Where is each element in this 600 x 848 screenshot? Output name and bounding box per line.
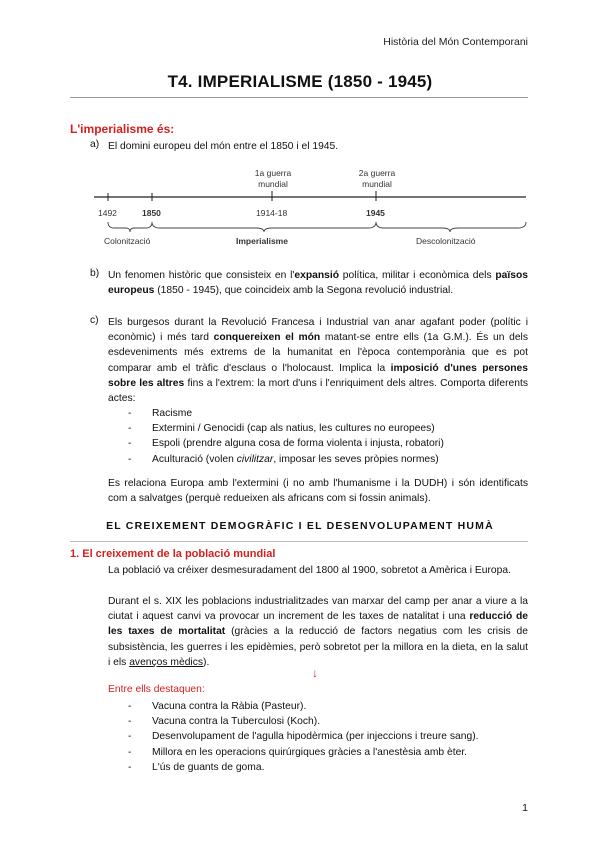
- page-number: 1: [522, 802, 528, 814]
- emphasis-paisos-europeus: països europeus: [108, 270, 528, 297]
- item-a-text: El domini europeu del món entre el 1850 i el 1945.: [108, 141, 339, 152]
- brace-descolonitzacio: [376, 222, 526, 232]
- label-imperialisme: Imperialisme: [236, 236, 288, 246]
- item-a-letter: a): [90, 139, 100, 150]
- list-item: - Vacuna contra la Ràbia (Pasteur).: [128, 699, 528, 714]
- list-item: - Racisme: [128, 406, 528, 421]
- course-header: Història del Món Contemporani: [383, 36, 528, 48]
- section-subtitle: EL CREIXEMENT DEMOGRÀFIC I EL DESENVOLUPAMENT HUMÀ: [106, 520, 494, 532]
- year-1492: 1492: [98, 208, 117, 218]
- highlight-label: Entre ells destaquen:: [108, 684, 205, 695]
- year-1850: 1850: [142, 208, 161, 218]
- brace-colonitzacio: [108, 222, 152, 232]
- list-item: - Desenvolupament de l'agulla hipodèrmica (per injeccions i treure sang).: [128, 729, 528, 744]
- acts-list: [128, 406, 528, 467]
- brace-imperialisme: [152, 222, 376, 232]
- advances-list: [128, 699, 528, 775]
- list-item: - Vacuna contra la Tuberculosi (Koch).: [128, 714, 528, 729]
- population-paragraph-1: La població va créixer desmesuradament del 1800 al 1900, sobretot a Amèrica i Europa.: [108, 565, 511, 576]
- item-c-text: Els burgesos durant la Revolució Francesa i Industrial van anar agafant poder (polític i econòmic) i més tard conquereixen el món matant-se entre ells (1a G.M.). És un dels esdeveniments més extrems de la humanitat en l'època contemporània que es pot comparar amb el tràfic d'esclaus o l'holocaust. Implica la imposició d'unes persones sobre les altres fins a l'extrem: la mort d'uns i l'enriquiment dels altres. Comporta diferents actes:: [108, 317, 528, 405]
- event-ww1: 1a guerra mundial: [254, 168, 292, 189]
- emphasis-avencos: avenços mèdics: [129, 656, 204, 668]
- emphasis-imposicio: imposició d'unes persones sobre les altres: [108, 362, 528, 389]
- label-colonitzacio: Colonització: [104, 236, 151, 246]
- emphasis-conquereixen: conquereixen el món: [213, 332, 321, 344]
- population-paragraph-2: Durant el s. XIX les poblacions industrialitzades van marxar del camp per anar a viure a la ciutat i aquest canvi va provocar un increment de les taxes de natalitat i una reducció de les taxes de mortalitat (gràcies a la reducció de factors negatius com les crisis de subsistència, les guerres i les epidèmies, però sobretot per la millora en la dieta, en la salut i els avenços mèdics).: [108, 596, 529, 668]
- page-title: T4. IMPERIALISME (1850 - 1945): [167, 72, 433, 91]
- emphasis-expansio: expansió: [294, 270, 340, 281]
- year-1914-18: 1914-18: [256, 208, 288, 218]
- section-heading-population: 1. El creixement de la població mundial: [70, 548, 276, 560]
- item-c-letter: c): [90, 315, 99, 326]
- closing-paragraph: Es relaciona Europa amb l'extermini (i no amb l'humanisme i la DUDH) i són identificats com a salvatges (perquè redueixen als africans com si fossin animals).: [108, 478, 528, 505]
- label-descolonitzacio: Descolonització: [416, 236, 476, 246]
- section-divider: [70, 541, 528, 542]
- list-item: - Aculturació (volen civilitzar, imposar les seves pròpies normes): [128, 452, 528, 467]
- down-arrow-icon: ↓: [312, 666, 318, 680]
- list-item: - Millora en les operacions quirúrgiques gràcies a l'anestèsia amb èter.: [128, 745, 528, 760]
- timeline: [90, 166, 530, 258]
- item-b-letter: b): [90, 268, 100, 279]
- item-b-text: Un fenomen històric que consisteix en l'expansió política, militar i econòmica dels països europeus (1850 - 1945), que coincideix amb la Segona revolució industrial.: [108, 270, 528, 297]
- list-item: - Extermini / Genocidi (cap als natius, les cultures no europees): [128, 421, 528, 436]
- list-item: - Espoli (prendre alguna cosa de forma violenta i injusta, robatori): [128, 436, 528, 451]
- section-heading-imperialism: L'imperialisme és:: [70, 122, 175, 136]
- title-divider: [70, 97, 528, 98]
- emphasis-mortalitat: reducció de les taxes de mortalitat: [108, 611, 529, 638]
- list-item: - L'ús de guants de goma.: [128, 760, 528, 775]
- year-1945: 1945: [366, 208, 385, 218]
- event-ww2: 2a guerra mundial: [358, 168, 396, 189]
